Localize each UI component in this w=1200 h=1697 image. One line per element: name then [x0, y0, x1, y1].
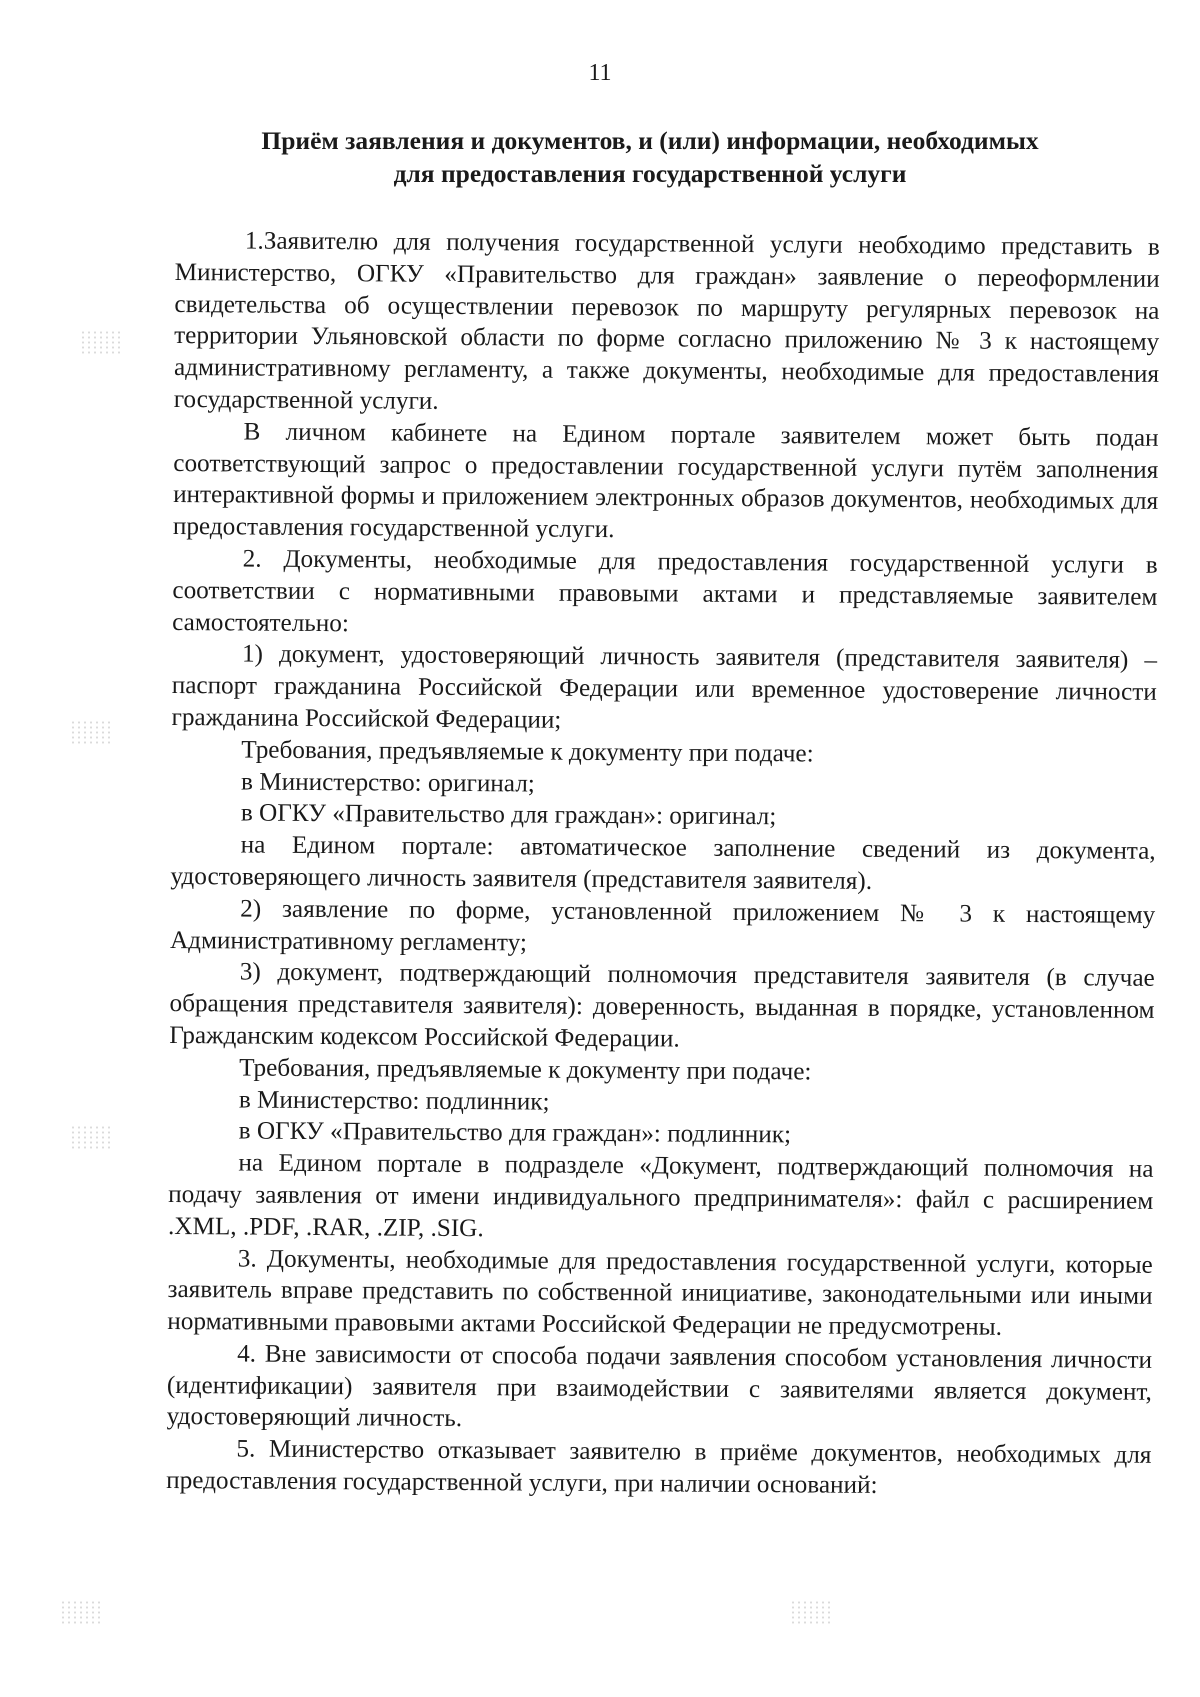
scan-artifact	[80, 330, 120, 356]
paragraph: Требования, предъявляемые к документу при подаче:	[239, 1054, 812, 1086]
section-heading	[180, 124, 1120, 190]
paragraph: 3. Документы, необходимые для предоставления государственной услуги, которые заявитель вправе представить по собственной инициативе, законодательными или иными нормативными правовыми актами Российской Федерации не предусмотрены.	[167, 1244, 1153, 1341]
scan-artifact	[790, 1600, 830, 1626]
paragraph: на Едином портале в подразделе «Документ, подтверждающий полномочия на подачу заявления от имени индивидуального предпринимателя»: файл с расширением .XML, .PDF, .RAR, .ZIP, .SIG.	[167, 1149, 1154, 1242]
paragraph: 3) документ, подтверждающий полномочия представителя заявителя (в случае обращения представителя заявителя): доверенность, выданная в порядке, установленном Гражданским кодексом Российской Федерации.	[169, 958, 1155, 1053]
paragraph: в Министерство: подлинник;	[238, 1085, 550, 1116]
paragraph: 1.Заявителю для получения государственной услуги необходимо представить в Министерство, ОГКУ «Правительство для граждан» заявление о переоформлении свидетельства об осуществлении перевозок по маршруту регулярных перевозок на территории Ульяновской области по форме согласно приложению № 3 к настоящему административному регламенту, а также документы, необходимые для предоставления государственной услуги.	[173, 227, 1160, 415]
paragraph: 2) заявление по форме, установленной приложением № 3 к настоящему Административному регламенту;	[169, 895, 1156, 957]
paragraph: 1) документ, удостоверяющий личность заявителя (представителя заявителя) – паспорт гражданина Российской Федерации или временное удостоверение личности гражданина Российской Федерации;	[171, 640, 1158, 734]
paragraph: в Министерство: оригинал;	[241, 768, 535, 798]
scan-artifact	[60, 1600, 100, 1626]
section-heading-line-1: Приём заявления и документов, и (или) информации, необходимых	[261, 126, 1039, 155]
paragraph: в ОГКУ «Правительство для граждан»: оригинал;	[240, 799, 777, 831]
section-heading-line-2: для предоставления государственной услуги	[393, 159, 907, 188]
scan-artifact	[70, 1125, 110, 1151]
paragraph: В личном кабинете на Едином портале заявителем может быть подан соответствующий запрос о предоставлении государственной услуги путём заполнения интерактивной формы и приложением электронных образов документов, необходимых для предоставления государственной услуги.	[172, 418, 1159, 544]
page-number: 11	[588, 60, 612, 86]
paragraph: Требования, предъявляемые к документу при подаче:	[241, 736, 814, 768]
paragraph: 4. Вне зависимости от способа подачи заявления способом установления личности (идентификации) заявителя при взаимодействии с заявителями является документ, удостоверяющий личность.	[166, 1340, 1153, 1433]
paragraph: на Едином портале: автоматическое заполнение сведений из документа, удостоверяющего личность заявителя (представителя заявителя).	[170, 831, 1156, 895]
paragraph: в ОГКУ «Правительство для граждан»: подлинник;	[238, 1117, 792, 1149]
paragraph: 2. Документы, необходимые для предоставления государственной услуги в соответствии с нормативными правовыми актами и представляемые заявителем самостоятельно:	[172, 545, 1158, 637]
body-text	[166, 225, 1160, 1504]
paragraph: 5. Министерство отказывает заявителю в приёме документов, необходимых для предоставления государственной услуги, при наличии оснований:	[166, 1435, 1152, 1500]
scan-artifact	[70, 720, 110, 746]
